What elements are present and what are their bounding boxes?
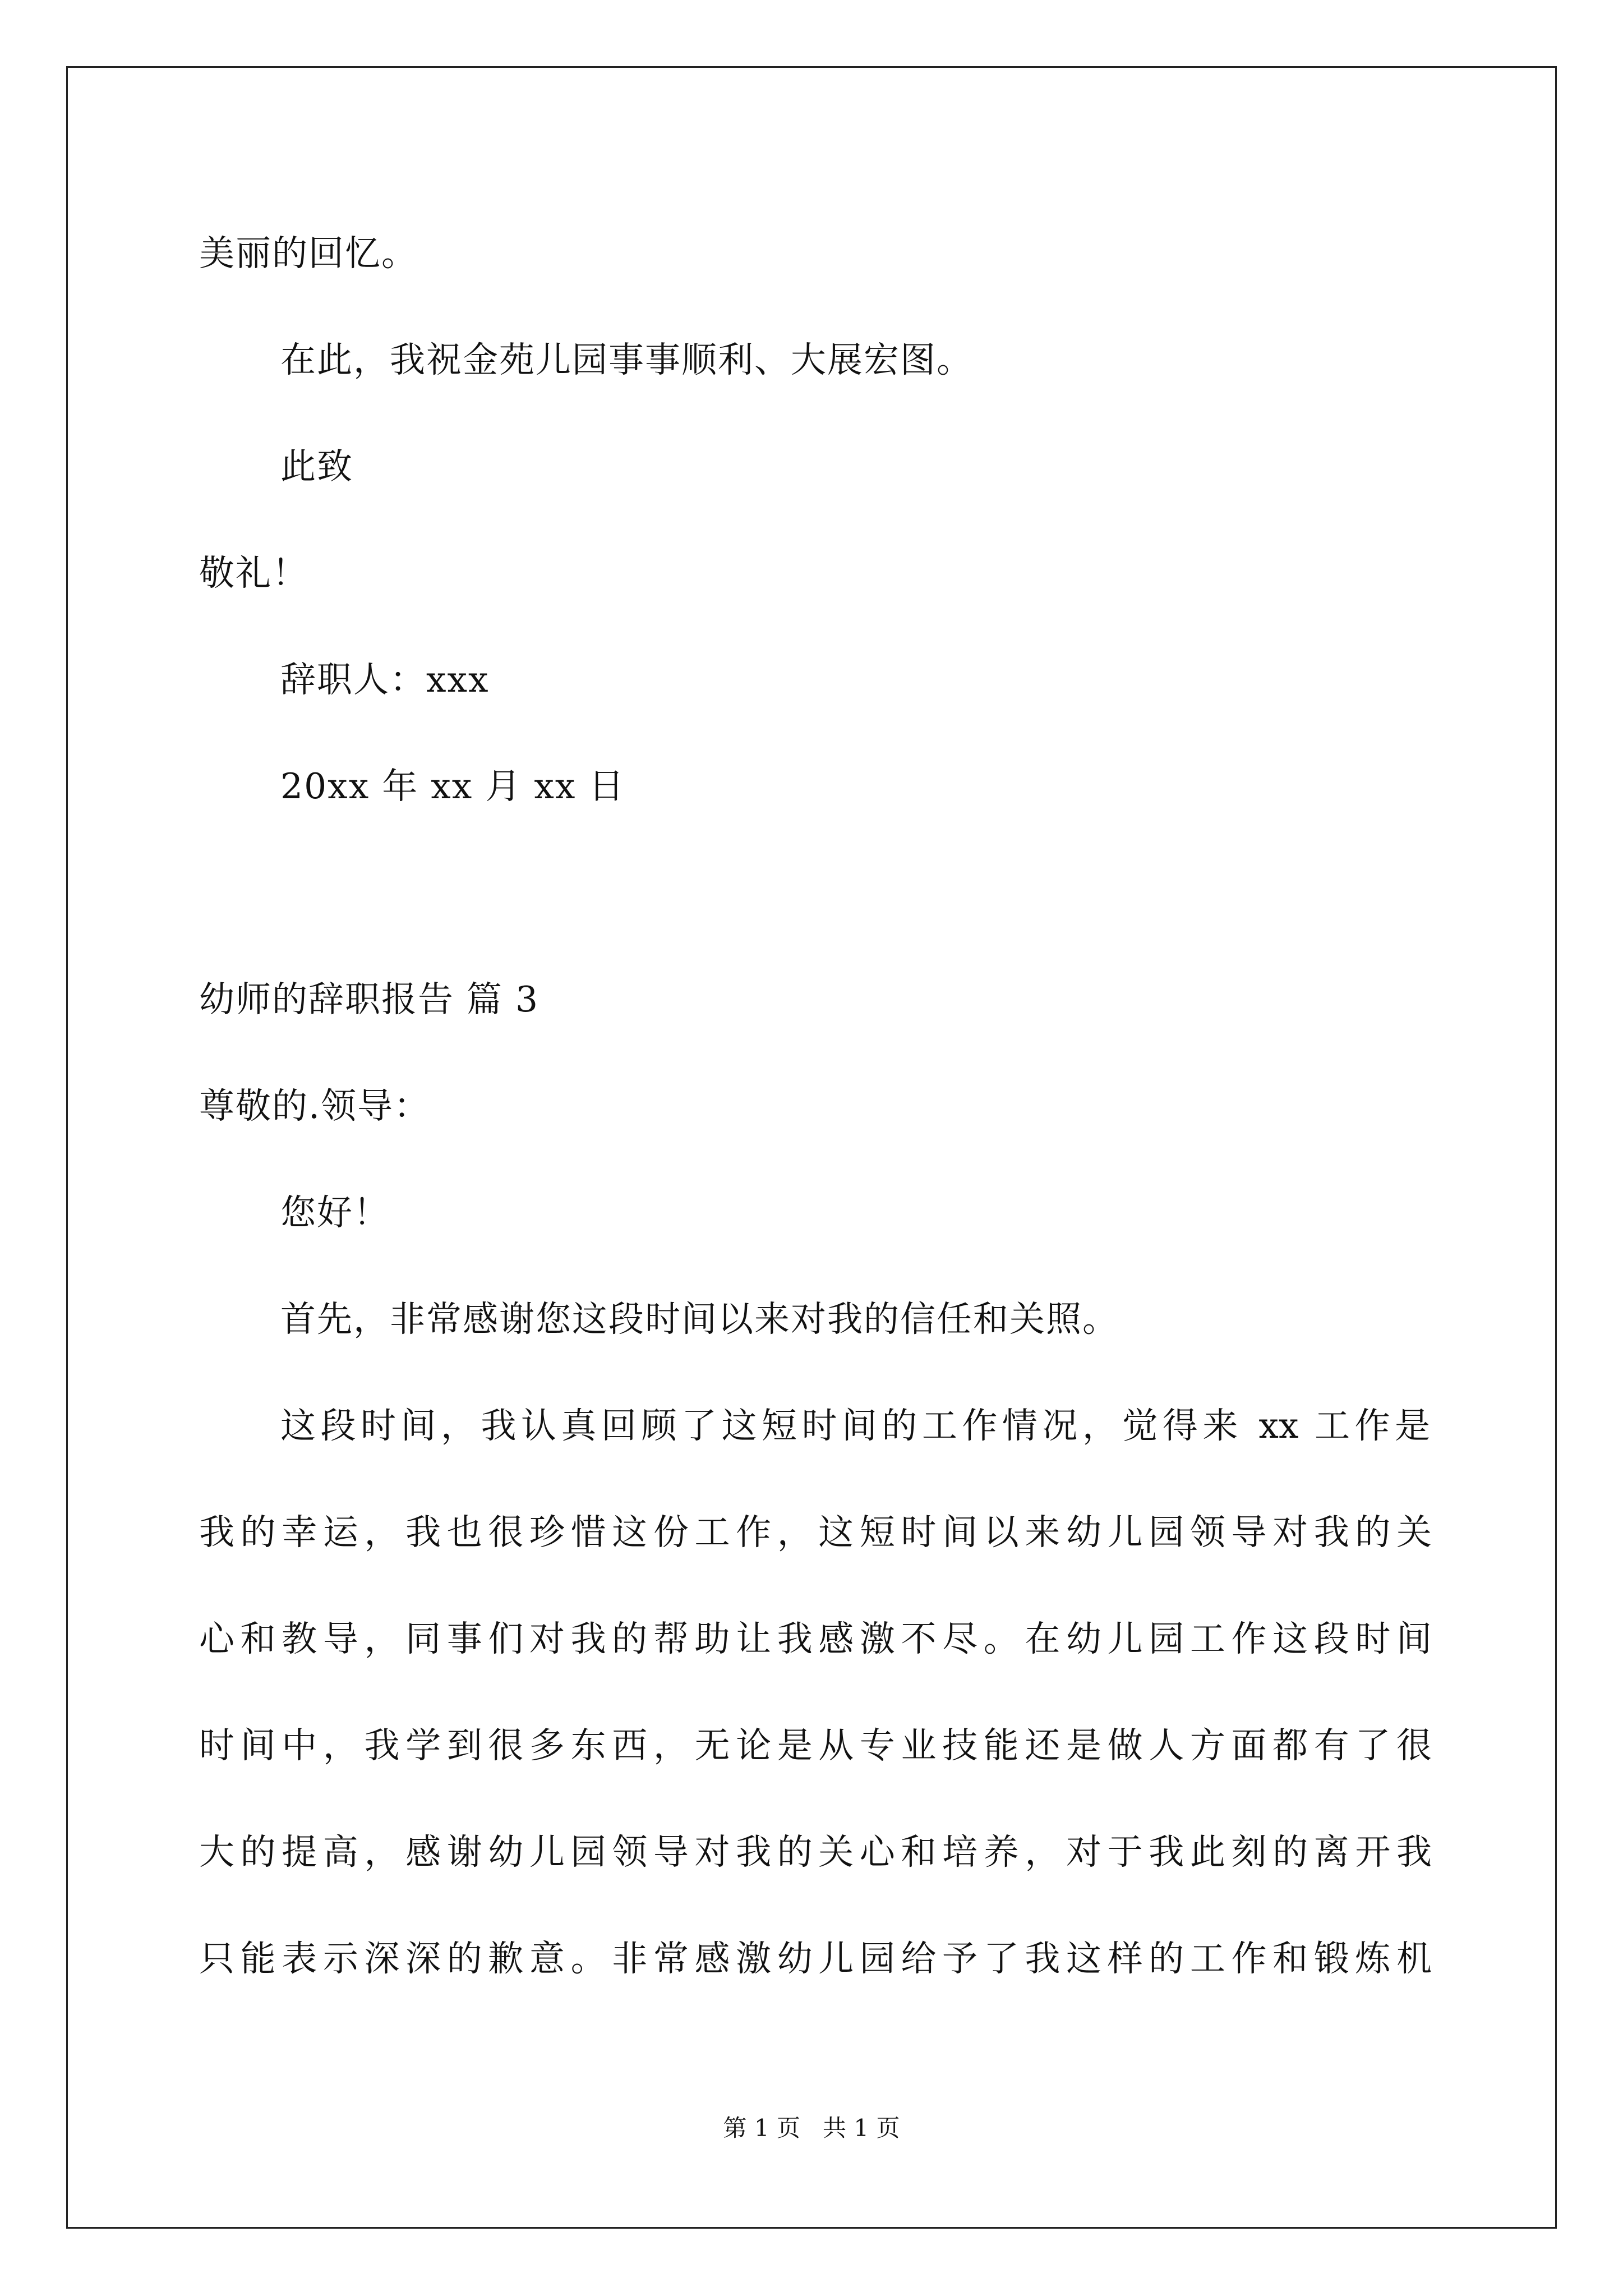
signature-name: 辞职人：xxx xyxy=(280,659,490,700)
closing-sentence-end: 美丽的回忆。 xyxy=(199,233,418,274)
wish-paragraph: 在此，我祝金苑儿园事事顺利、大展宏图。 xyxy=(280,339,973,380)
paragraph-body-line: 心和教导，同事们对我的帮助让我感激不尽。在幼儿园工作这段时间 xyxy=(199,1618,1432,1659)
letter-greeting-recipient: 尊敬的.领导： xyxy=(199,1085,431,1126)
salutation-jingli: 敬礼！ xyxy=(199,553,308,593)
paragraph-body-line: 这段时间，我认真回顾了这短时间的工作情况，觉得来 xx 工作是 xyxy=(280,1405,1430,1446)
letter-greeting-hello: 您好！ xyxy=(280,1192,390,1233)
section-heading: 幼师的辞职报告 篇 3 xyxy=(199,979,540,1020)
paragraph-body-line: 大的提高，感谢幼儿园领导对我的关心和培养，对于我此刻的离开我 xyxy=(199,1832,1432,1872)
signature-date: 20xx 年 xx 月 xx 日 xyxy=(280,766,625,807)
paragraph-body-line: 时间中，我学到很多东西，无论是从专业技能还是做人方面都有了很 xyxy=(199,1725,1432,1766)
page-number-footer: 第 1 页 共 1 页 xyxy=(723,2114,900,2142)
page-border xyxy=(66,66,1557,2229)
salutation-cizhi: 此致 xyxy=(280,446,353,487)
paragraph-body-line: 我的幸运，我也很珍惜这份工作，这短时间以来幼儿园领导对我的关 xyxy=(199,1512,1432,1553)
paragraph-body-line: 只能表示深深的歉意。非常感激幼儿园给予了我这样的工作和锻炼机 xyxy=(199,1938,1432,1979)
paragraph-thanks: 首先，非常感谢您这段时间以来对我的信任和关照。 xyxy=(280,1299,1119,1340)
